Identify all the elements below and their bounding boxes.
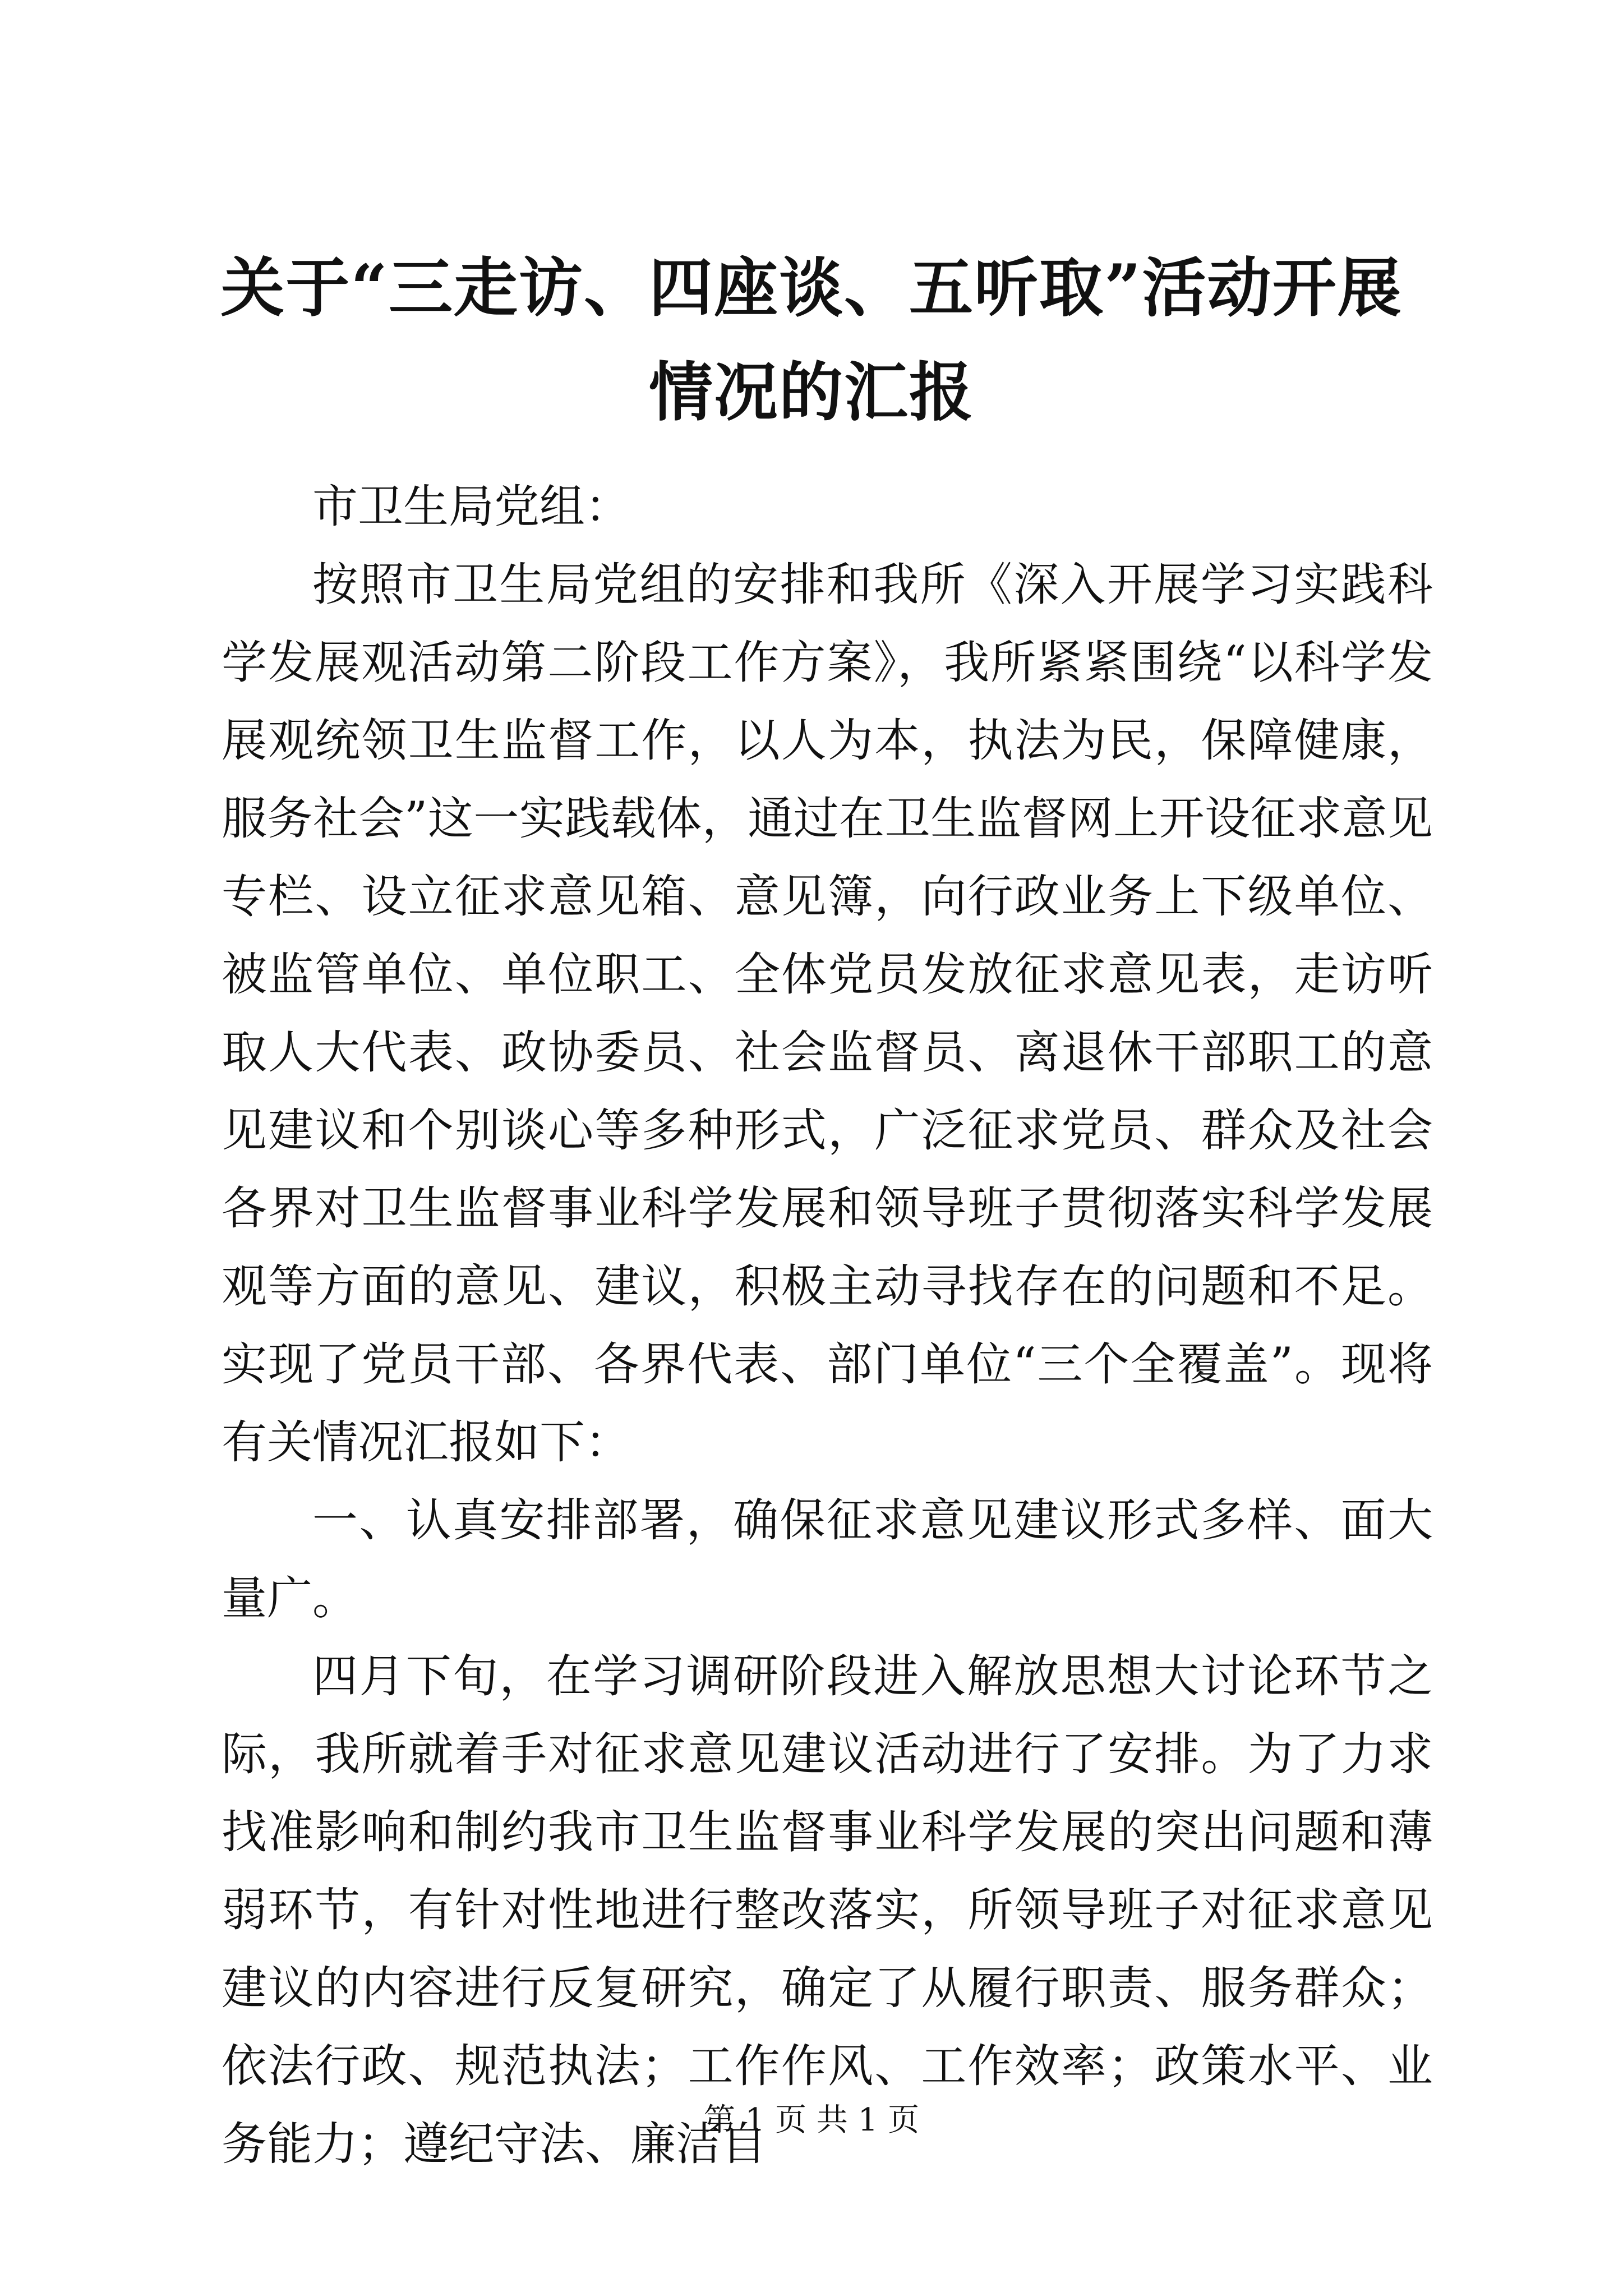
paragraph-intro: 按照市卫生局党组的安排和我所《深入开展学习实践科学发展观活动第二阶段工作方案》，我所紧紧围绕“以科学发展观统领卫生监督工作，以人为本，执法为民，保障健康，服务社会”这一实践载体，通过在卫生监督网上开设征求意见专栏、设立征求意见箱、意见簿，向行政业务上下级单位、被监管单位、单位职工、全体党员发放征求意见表，走访听取人大代表、政协委员、社会监督员、离退休干部职工的意见建议和个别谈心等多种形式，广泛征求党员、群众及社会各界对卫生监督事业科学发展和领导班子贯彻落实科学发展观等方面的意见、建议，积极主动寻找存在的问题和不足。实现了党员干部、各界代表、部门单位“三个全覆盖”。现将有关情况汇报如下： (222, 559, 1433, 1469)
paragraph-section-1: 四月下旬，在学习调研阶段进入解放思想大讨论环节之际，我所就着手对征求意见建议活动进行了安排。为了力求找准影响和制约我市卫生监督事业科学发展的突出问题和薄弱环节，有针对性地进行整改落实，所领导班子对征求意见建议的内容进行反复研究，确定了从履行职责、服务群众；依法行政、规范执法；工作作风、工作效率；政策水平、业务能力；遵纪守法、廉洁自 (222, 1650, 1433, 2171)
document-title: 关于“三走访、四座谈、五听取”活动开展情况的汇报 (220, 250, 1403, 430)
section-heading-1: 一、认真安排部署，确保征求意见建议形式多样、面大量广。 (222, 1494, 1433, 1625)
page-footer: 第 1 页 共 1 页 (703, 2102, 920, 2138)
salutation: 市卫生局党组： (312, 481, 631, 533)
document-body (222, 468, 1433, 2184)
